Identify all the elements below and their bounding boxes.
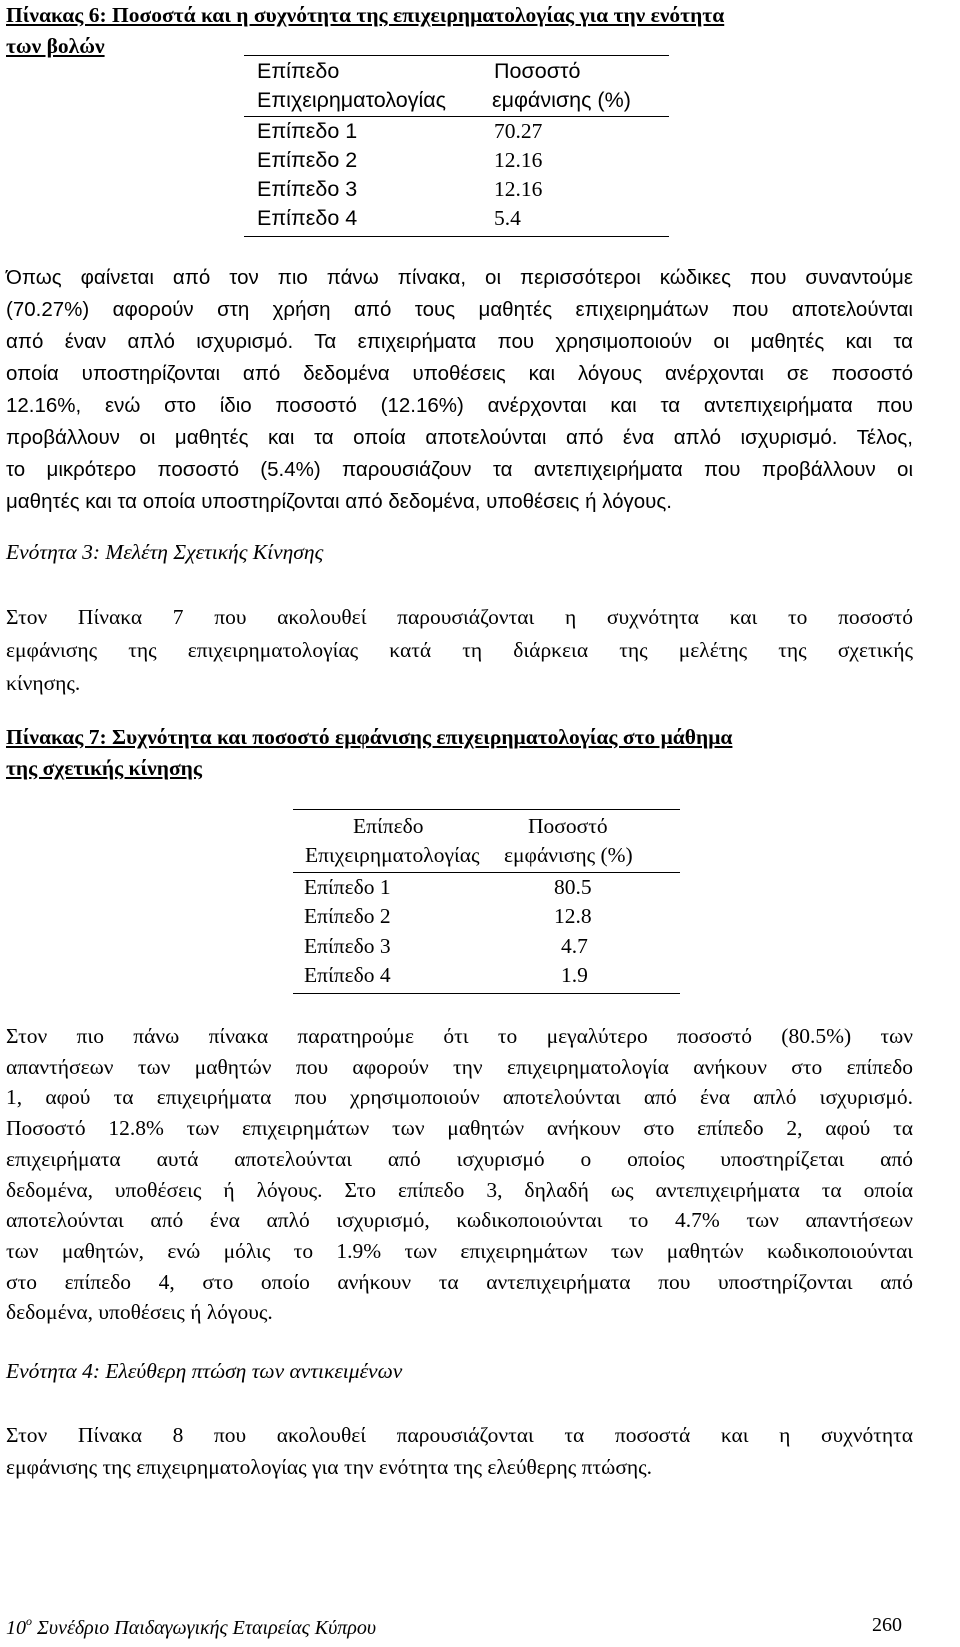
table6-header-col2-line1: Ποσοστό: [494, 59, 581, 83]
paragraph-line: απαντήσεων των μαθητών που αφορούν την επιχειρηματολογία ανήκουν στο επίπεδο: [6, 1054, 913, 1079]
table6-caption-line1: Πίνακας 6: Ποσοστά και η συχνότητα της επιχειρηματολογίας για την ενότητα: [6, 3, 725, 27]
paragraph-line: από έναν απλό ισχυρισμό. Τα επιχειρήματα που χρησιμοποιούν οι μαθητές και τα: [6, 330, 913, 353]
paragraph-line: μαθητές και τα οποία υποστηρίζονται από δεδομένα, υποθέσεις ή λόγους.: [6, 490, 672, 513]
footer-conference-number: 10: [6, 1617, 26, 1639]
table7-bottom-rule: [293, 993, 680, 994]
paragraph-line: Στον Πίνακα 7 που ακολουθεί παρουσιάζονται η συχνότητα και το ποσοστό: [6, 605, 913, 629]
table7-header-col2-line1: Ποσοστό: [528, 814, 608, 838]
paragraph-line: το μικρότερο ποσοστό (5.4%) παρουσιάζουν τα αντεπιχειρήματα που προβάλλουν οι: [6, 458, 913, 481]
paragraph-line: οποία υποστηρίζονται από δεδομένα υποθέσεις και λόγους ανέρχονται σε ποσοστό: [6, 362, 913, 385]
table7-header-rule: [293, 872, 680, 873]
table6-caption-line2: των βολών: [6, 34, 105, 58]
table6-row-level: Επίπεδο 4: [257, 206, 358, 230]
table7-caption-line2: της σχετικής κίνησης: [6, 756, 202, 780]
paragraph-2: [6, 601, 913, 700]
table7-row-level: Επίπεδο 3: [304, 934, 391, 958]
table6-row-value: 12.16: [494, 177, 543, 201]
paragraph-line: των μαθητών, ενώ μόλις το 1.9% των επιχειρημάτων των μαθητών κωδικοποιούνται: [6, 1238, 913, 1263]
table6-row-value: 5.4: [494, 206, 521, 230]
paragraph-line: εμφάνισης της επιχειρηματολογίας κατά τη διάρκεια της μελέτης της σχετικής: [6, 638, 913, 662]
table6-top-rule: [244, 55, 669, 56]
paragraph-line: Ποσοστό 12.8% των επιχειρημάτων των μαθητών ανήκουν στο επίπεδο 2, αφού τα: [6, 1116, 913, 1141]
table7-row-value: 4.7: [561, 934, 588, 958]
footer-conference-name: Συνέδριο Παιδαγωγικής Εταιρείας Κύπρου: [32, 1617, 377, 1639]
table7-caption-line1: Πίνακας 7: Συχνότητα και ποσοστό εμφάνισης επιχειρηματολογίας στο μάθημα: [6, 725, 733, 749]
table7-header-col1-line1: Επίπεδο: [353, 814, 424, 838]
paragraph-line: Στον Πίνακα 8 που ακολουθεί παρουσιάζονται τα ποσοστά και η συχνότητα: [6, 1423, 913, 1447]
table7-row-value: 12.8: [554, 904, 592, 928]
paragraph-line: 12.16%, ενώ στο ίδιο ποσοστό (12.16%) ανέρχονται και τα αντεπιχειρήματα που: [6, 394, 913, 417]
table6-bottom-rule: [244, 236, 669, 237]
table7-row-level: Επίπεδο 1: [304, 875, 391, 899]
paragraph-line: προβάλλουν οι μαθητές και τα οποία αποτελούνται από ένα απλό ισχυρισμό. Τέλος,: [6, 426, 913, 449]
paragraph-line: 1, αφού τα επιχειρήματα που χρησιμοποιούν αποτελούνται από ένα απλό ισχυρισμό.: [6, 1085, 913, 1110]
table6-header-rule: [244, 116, 669, 117]
table7-row-level: Επίπεδο 2: [304, 904, 391, 928]
table6-row-level: Επίπεδο 2: [257, 148, 358, 172]
paragraph-line: Όπως φαίνεται από τον πιο πάνω πίνακα, οι περισσότεροι κώδικες που συναντούμε: [6, 266, 913, 289]
paragraph-line: (70.27%) αφορούν στη χρήση από τους μαθητές επιχειρημάτων που αποτελούνται: [6, 298, 913, 321]
table7-top-rule: [293, 809, 680, 810]
paragraph-line: δεδομένα, υποθέσεις ή λόγους. Στο επίπεδο 3, δηλαδή ως αντεπιχειρήματα τα οποία: [6, 1177, 913, 1202]
table7-header-col1-line2: Επιχειρηματολογίας: [305, 843, 480, 867]
table7-caption: [6, 722, 956, 784]
paragraph-line: στο επίπεδο 4, στο οποίο ανήκουν τα αντεπιχειρήματα που υποστηρίζονται από: [6, 1269, 913, 1294]
paragraph-line: αποτελούνται από ένα απλό ισχυρισμό, κωδικοποιούνται το 4.7% των απαντήσεων: [6, 1208, 913, 1233]
table7-row-value: 1.9: [561, 963, 588, 987]
table7-row-level: Επίπεδο 4: [304, 963, 391, 987]
table7-header-col2-line2: εμφάνισης (%): [504, 843, 633, 867]
paragraph-4: [6, 1419, 913, 1483]
page-number: 260: [872, 1614, 902, 1636]
paragraph-line: εμφάνισης της επιχειρηματολογίας για την ενότητα της ελεύθερης πτώσης.: [6, 1455, 653, 1479]
table6-row-level: Επίπεδο 3: [257, 177, 358, 201]
table6-header-col1-line1: Επίπεδο: [257, 59, 340, 83]
table6-row-level: Επίπεδο 1: [257, 119, 358, 143]
table6-header-col2-line2: εμφάνισης (%): [492, 88, 631, 112]
paragraph-1: [6, 262, 913, 518]
paragraph-line: κίνησης.: [6, 671, 81, 695]
table6-row-value: 70.27: [494, 119, 543, 143]
table6-row-value: 12.16: [494, 148, 543, 172]
paragraph-line: δεδομένα, υποθέσεις ή λόγους.: [6, 1300, 273, 1325]
table7-row-value: 80.5: [554, 875, 592, 899]
footer-conference: [6, 1614, 376, 1640]
table6-header-col1-line2: Επιχειρηματολογίας: [257, 88, 447, 112]
footer-superscript: ο: [26, 1614, 32, 1628]
section-4-heading: Ενότητα 4: Ελεύθερη πτώση των αντικειμένων: [6, 1359, 403, 1383]
paragraph-3: [6, 1021, 913, 1328]
section-3-heading: Ενότητα 3: Μελέτη Σχετικής Κίνησης: [6, 540, 324, 564]
paragraph-line: επιχειρήματα αυτά αποτελούνται από ισχυρισμό ο οποίος υποστηρίζεται από: [6, 1146, 913, 1171]
paragraph-line: Στον πιο πάνω πίνακα παρατηρούμε ότι το μεγαλύτερο ποσοστό (80.5%) των: [6, 1024, 913, 1048]
table6-caption: [6, 0, 956, 62]
